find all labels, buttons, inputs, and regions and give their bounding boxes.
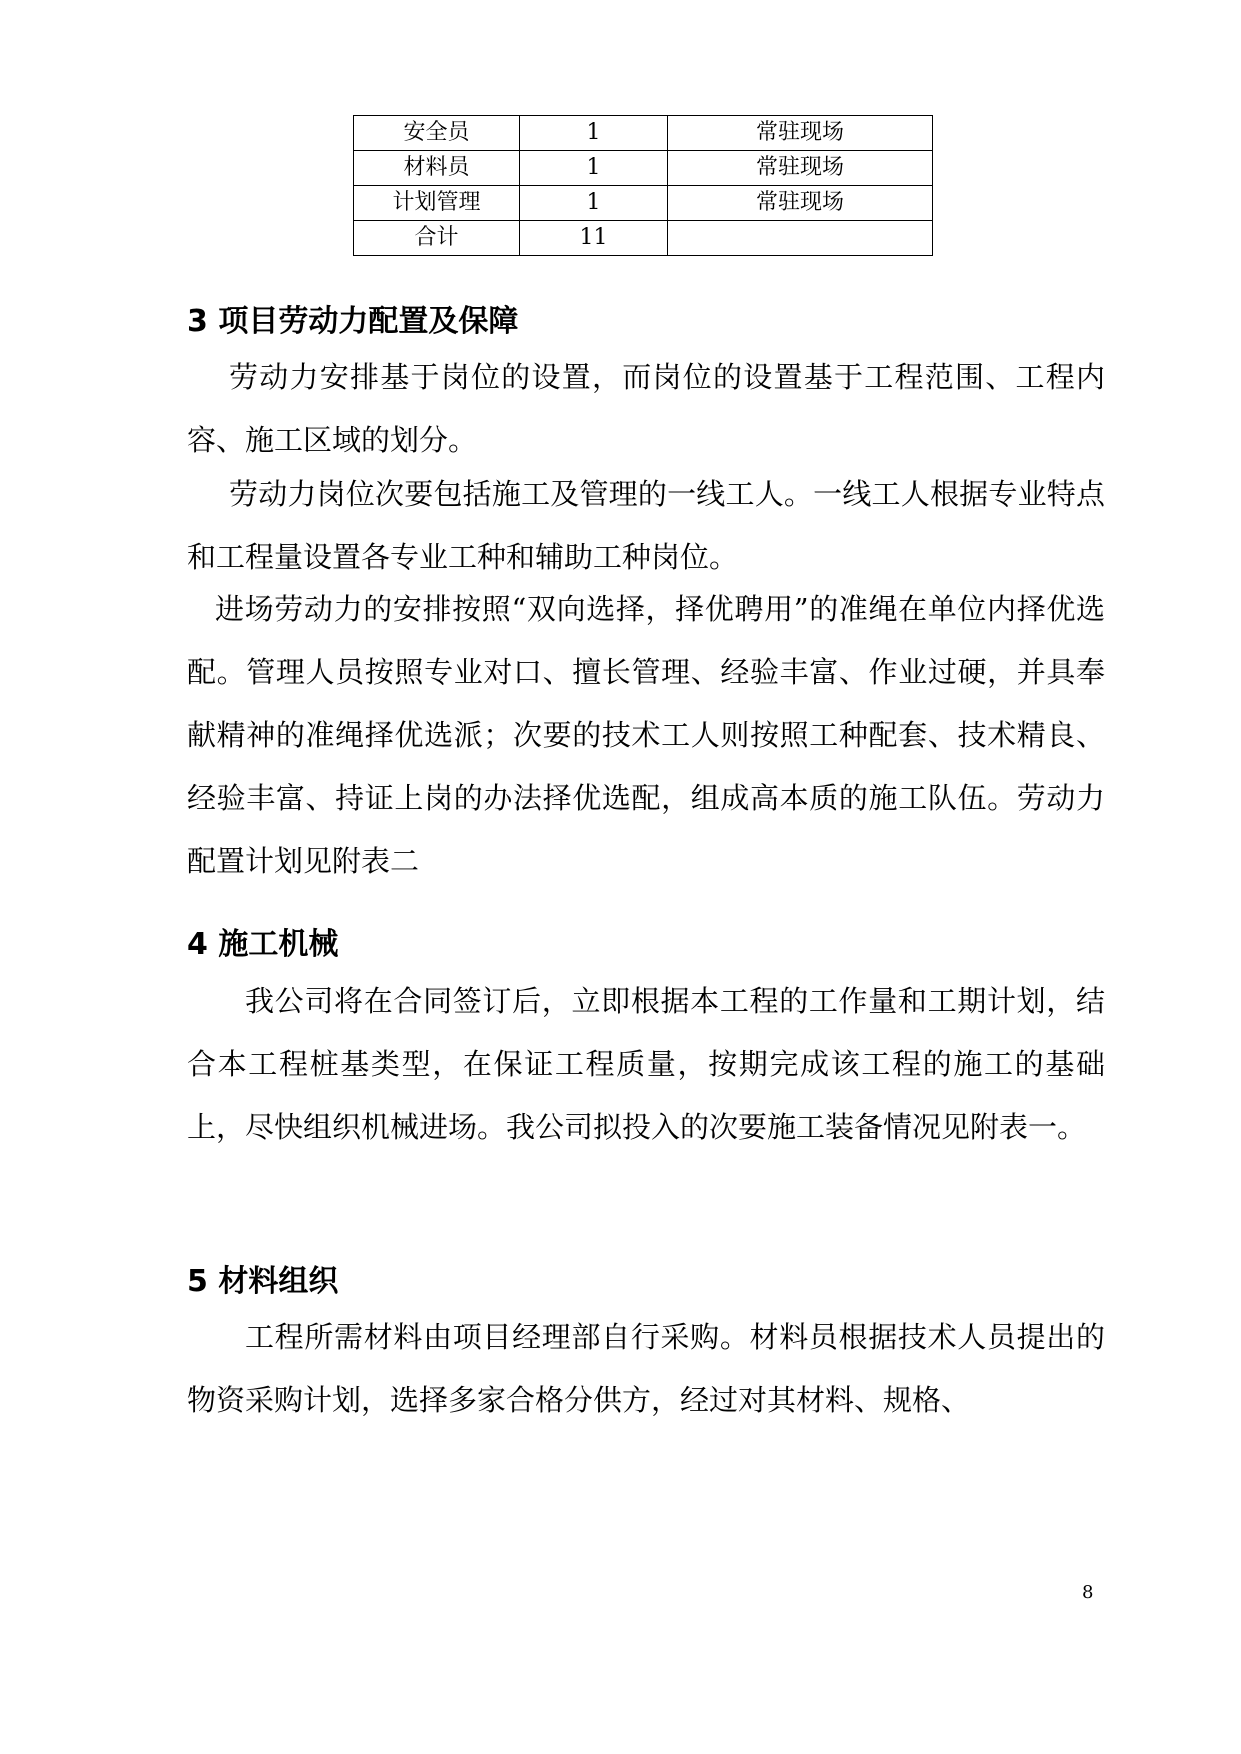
table-row: [354, 116, 933, 151]
section-3-paragraph-3: 进场劳动力的安排按照“双向选择，择优聘用”的准绳在单位内择优选配。管理人员按照专业对口、擅长管理、经验丰富、作业过硬，并具奉献精神的准绳择优选派；次要的技术工人则按照工种配套、技术精良、经验丰富、持证上岗的办法择优选配，组成高本质的施工队伍。劳动力配置计划见附表二: [187, 592, 1105, 878]
section-3-heading: 3 项目劳动力配置及保障: [187, 304, 519, 339]
table-total-row: [354, 221, 933, 256]
section-3-paragraph-1: 劳动力安排基于岗位的设置，而岗位的设置基于工程范围、工程内容、施工区域的划分。: [187, 360, 1105, 457]
total-count-cell: 11: [520, 221, 668, 256]
role-cell: 安全员: [354, 116, 520, 151]
staff-table: [353, 115, 933, 256]
role-cell: 计划管理: [354, 186, 520, 221]
count-cell: 1: [520, 116, 668, 151]
role-cell: 材料员: [354, 151, 520, 186]
table-row: [354, 186, 933, 221]
table-row: [354, 151, 933, 186]
count-cell: 1: [520, 151, 668, 186]
note-cell: 常驻现场: [668, 151, 933, 186]
section-4-paragraph-1: 我公司将在合同签订后，立即根据本工程的工作量和工期计划，结合本工程桩基类型，在保证工程质量，按期完成该工程的施工的基础上，尽快组织机械进场。我公司拟投入的次要施工装备情况见附表一。: [187, 984, 1105, 1144]
note-cell: [668, 221, 933, 256]
note-cell: 常驻现场: [668, 186, 933, 221]
page-number: 8: [1082, 1582, 1094, 1603]
section-5-heading: 5 材料组织: [187, 1264, 339, 1299]
note-cell: 常驻现场: [668, 116, 933, 151]
section-3-paragraph-2: 劳动力岗位次要包括施工及管理的一线工人。一线工人根据专业特点和工程量设置各专业工种和辅助工种岗位。: [187, 477, 1105, 574]
section-4-heading: 4 施工机械: [187, 927, 339, 962]
section-5-paragraph-1: 工程所需材料由项目经理部自行采购。材料员根据技术人员提出的物资采购计划，选择多家合格分供方，经过对其材料、规格、: [187, 1320, 1105, 1417]
count-cell: 1: [520, 186, 668, 221]
total-label-cell: 合计: [354, 221, 520, 256]
